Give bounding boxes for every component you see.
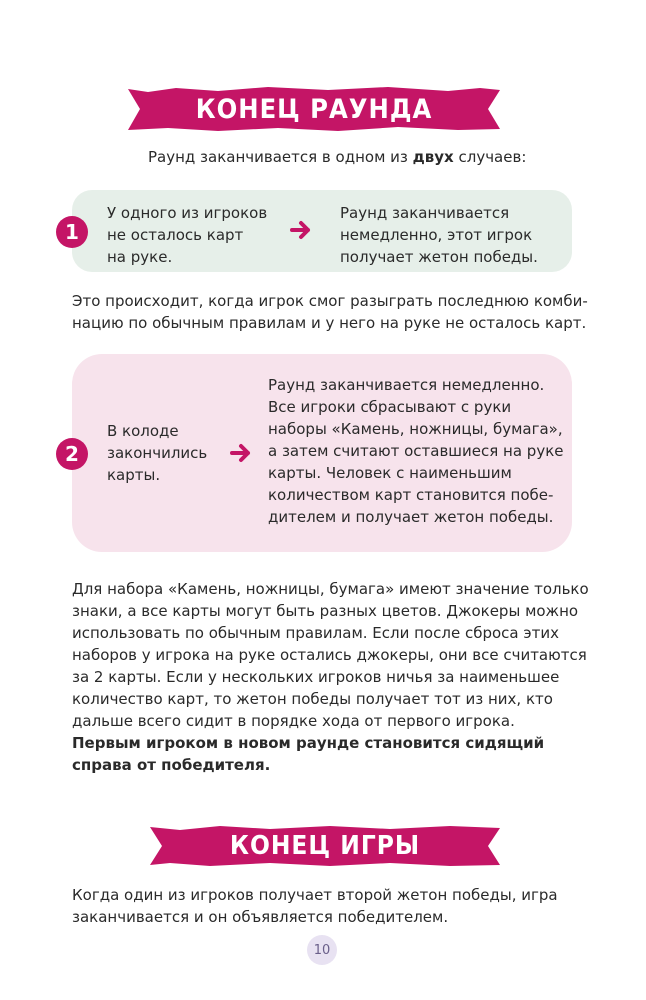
arrow-right-icon	[290, 220, 312, 240]
rules-paragraph: Для набора «Камень, ножницы, бумага» имеют значение только знаки, а все карты могут быть разных цветов. Джокеры можно использовать по обычным правилам. Если после сброса этих наборов у игрока на руке остались джокеры, они все считаются за 2 карты. Если у нескольких игроков ничья за наименьшее количество карт, то жетон победы получает тот из них, кто дальше всего сидит в порядке хода от первого игрока. Первым игроком в новом раунде становится сидящий справа от победителя.	[72, 580, 589, 774]
section-title: КОНЕЦ ИГРЫ	[229, 831, 421, 861]
arrow-right-icon	[230, 443, 252, 463]
section-title: КОНЕЦ РАУНДА	[195, 93, 433, 125]
section-banner-game-end	[150, 825, 500, 867]
case-number-badge: 1	[56, 216, 88, 248]
game-end-text: Когда один из игроков получает второй жетон победы, игра заканчивается и он объявляется победителем.	[72, 886, 558, 926]
intro-text: Раунд заканчивается в одном из двух случаев:	[148, 148, 527, 166]
page-number: 10	[307, 935, 337, 965]
section-banner-round-end	[128, 86, 500, 132]
case-number-badge: 2	[56, 438, 88, 470]
case1-note: Это происходит, когда игрок смог разыграть последнюю комби- нацию по обычным правилам и у него на руке не осталось карт.	[72, 292, 588, 332]
bold-rule: Первым игроком в новом раунде становится сидящий	[72, 734, 545, 752]
case-result: Раунд заканчивается немедленно, этот игрок получает жетон победы.	[340, 204, 538, 266]
bold-rule: справа от победителя.	[72, 756, 271, 774]
case-condition: У одного из игроков не осталось карт на руке.	[107, 204, 268, 266]
case-condition: В колоде закончились карты.	[107, 422, 208, 484]
case-result: Раунд заканчивается немедленно. Все игроки сбрасывают с руки наборы «Камень, ножницы, бумага», а затем считают оставшиеся на руке карты. Человек с наименьшим количеством карт становится побе- дителем и получает жетон победы.	[268, 376, 564, 526]
